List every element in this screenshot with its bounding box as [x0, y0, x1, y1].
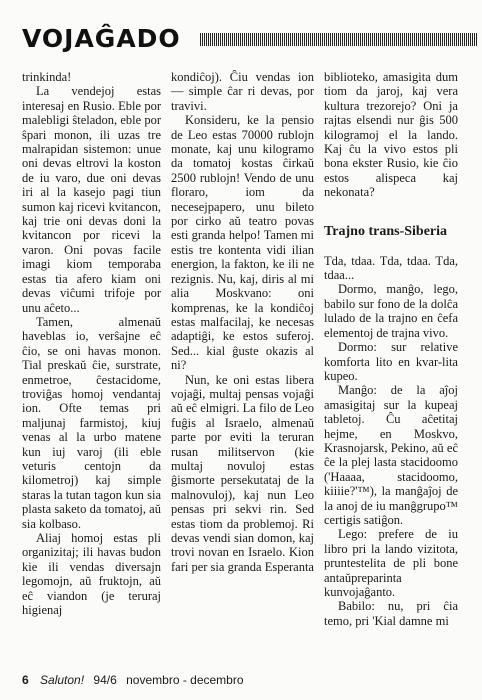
paragraph: La vendejoj estas interesaj en Rusio. Eble por malebligi ŝteladon, eble por ŝpari monon, ili uzas tre malrapidan sistemon: unue oni devas eltrovi la koston de iu varo, due oni devas iri al la kasejo pagi tiun sumon kaj ricevi kvitancon, kaj trie oni devas doni la kvitancon por ricevi la varon. Oni povas facile imagi kiom temporaba estas tia afero kiam oni devas viĉumi trifoje por unu aĉeto...	[22, 84, 161, 315]
paragraph: Dormo, manĝo, lego, babilo sur fono de la dolĉa lulado de la trajno en ĉefa elementoj de trajna vivo.	[324, 282, 458, 340]
paragraph: Tamen, almenaŭ haveblas io, verŝajne eĉ ĉio, se oni havas monon. Tial preskaŭ ĉie, surstrate, enmetroe, ĉestacidome, troviĝas homoj vendantaj ion. Ofte temas pri maljunaj farmistoj, kiuj venas al la urbo matene kun iuj varoj (ili eble veturis centojn da kilometroj) kaj simple staras la tutan tagon kun sia plasta saketo da tomatoj, aŭ sia kolbaso.	[22, 314, 161, 531]
paragraph: Dormo: sur relative komforta lito en kvar-lita kupeo.	[324, 340, 458, 383]
paragraph: Babilo: nu, pri ĉia temo, pri 'Kial damne mi	[324, 599, 458, 628]
column-3	[324, 70, 458, 628]
paragraph: kondiĉoj). Ĉiu vendas ion — simple ĉar ri devas, por travivi.	[171, 70, 314, 113]
section-title: VOJAĜADO	[22, 24, 181, 53]
header-hatched-rule	[200, 33, 477, 46]
paragraph: Tda, tdaa. Tda, tdaa. Tda, tdaa...	[324, 253, 458, 283]
paragraph: Manĝo: de la aĵoj amasigitaj sur la kupeaj tabletoj. Ĉu aĉetitaj hejme, en Moskvo, Krasnojarsk, Pekino, aŭ eĉ ĉe la plej lasta stacidoomo ('Haaaa, stacidoomo, kiiiie?'™), la manĝaĵoj de la anoj de iu manĝgrupo™ certigis satiĝon.	[324, 383, 458, 527]
paragraph: Lego: prefere de iu libro pri la lando vizitota, pruntestelita de pli bone antaŭpreparinta kunvojaĝanto.	[324, 527, 458, 599]
column-2	[171, 70, 314, 574]
page-number: 6	[22, 673, 29, 687]
paragraph: Aliaj homoj estas pli organizitaj; ili havas budon kie ili vendas diversajn legomojn, aŭ fruktojn, aŭ eĉ viandon (je teruraj higienaj	[22, 531, 161, 618]
page-footer	[22, 671, 477, 689]
section-heading: Trajno trans-Siberia	[324, 223, 448, 239]
paragraph: biblioteko, amasigita dum tiom da jaroj, kaj vera kultura trezorejo? Oni ja rajtas elsendi nur ĝis 500 kilogramoj el la lando. Kaj ĉu la vivo estos pli bona ekster Rusio, kie ĉio estos alispeca kaj nekonata?	[324, 70, 458, 200]
magazine-name: Saluton!	[40, 673, 85, 687]
column-1	[22, 70, 161, 617]
section-header	[22, 24, 477, 54]
paragraph: trinkinda!	[22, 70, 72, 84]
paragraph: Konsideru, ke la pensio de Leo estas 70000 rublojn monate, kaj unu kilogramo da tomatoj kostas ĉirkaŭ 2500 rublojn! Vendo de unu floraro, iom da necesejpapero, unu bileto por cirko aŭ teatro povas esti granda helpo! Tamen mi estis tre kontenta vidi ilian energion, la fakton, ke ili ne rezignis. Nu, kaj, diris al mi alia Moskvano: oni komprenas, ke la kondiĉoj estas malfacilaj, ke necesas adaptiĝi, ke estos suferoj. Sed... kial ĝuste okazis al ni?	[171, 113, 314, 373]
paragraph: Nun, ke oni estas libera vojaĝi, multaj pensas vojaĝi aŭ eĉ elmigri. La filo de Leo fuĝis al Israelo, almenaŭ parte por eviti la teruran rusan militservon (kie multaj novuloj estas ĝismorte persekutataj de la malnovuloj), kaj nun Leo pensas pri sekvi rin. Sed estas tiom da problemoj. Ri devas vendi sian domon, kaj trovi novan en Israelo. Kion fari per sia granda Esperanta	[171, 372, 314, 574]
issue-number: 94/6	[93, 673, 117, 687]
issue-date: novembro - decembro	[126, 673, 244, 687]
